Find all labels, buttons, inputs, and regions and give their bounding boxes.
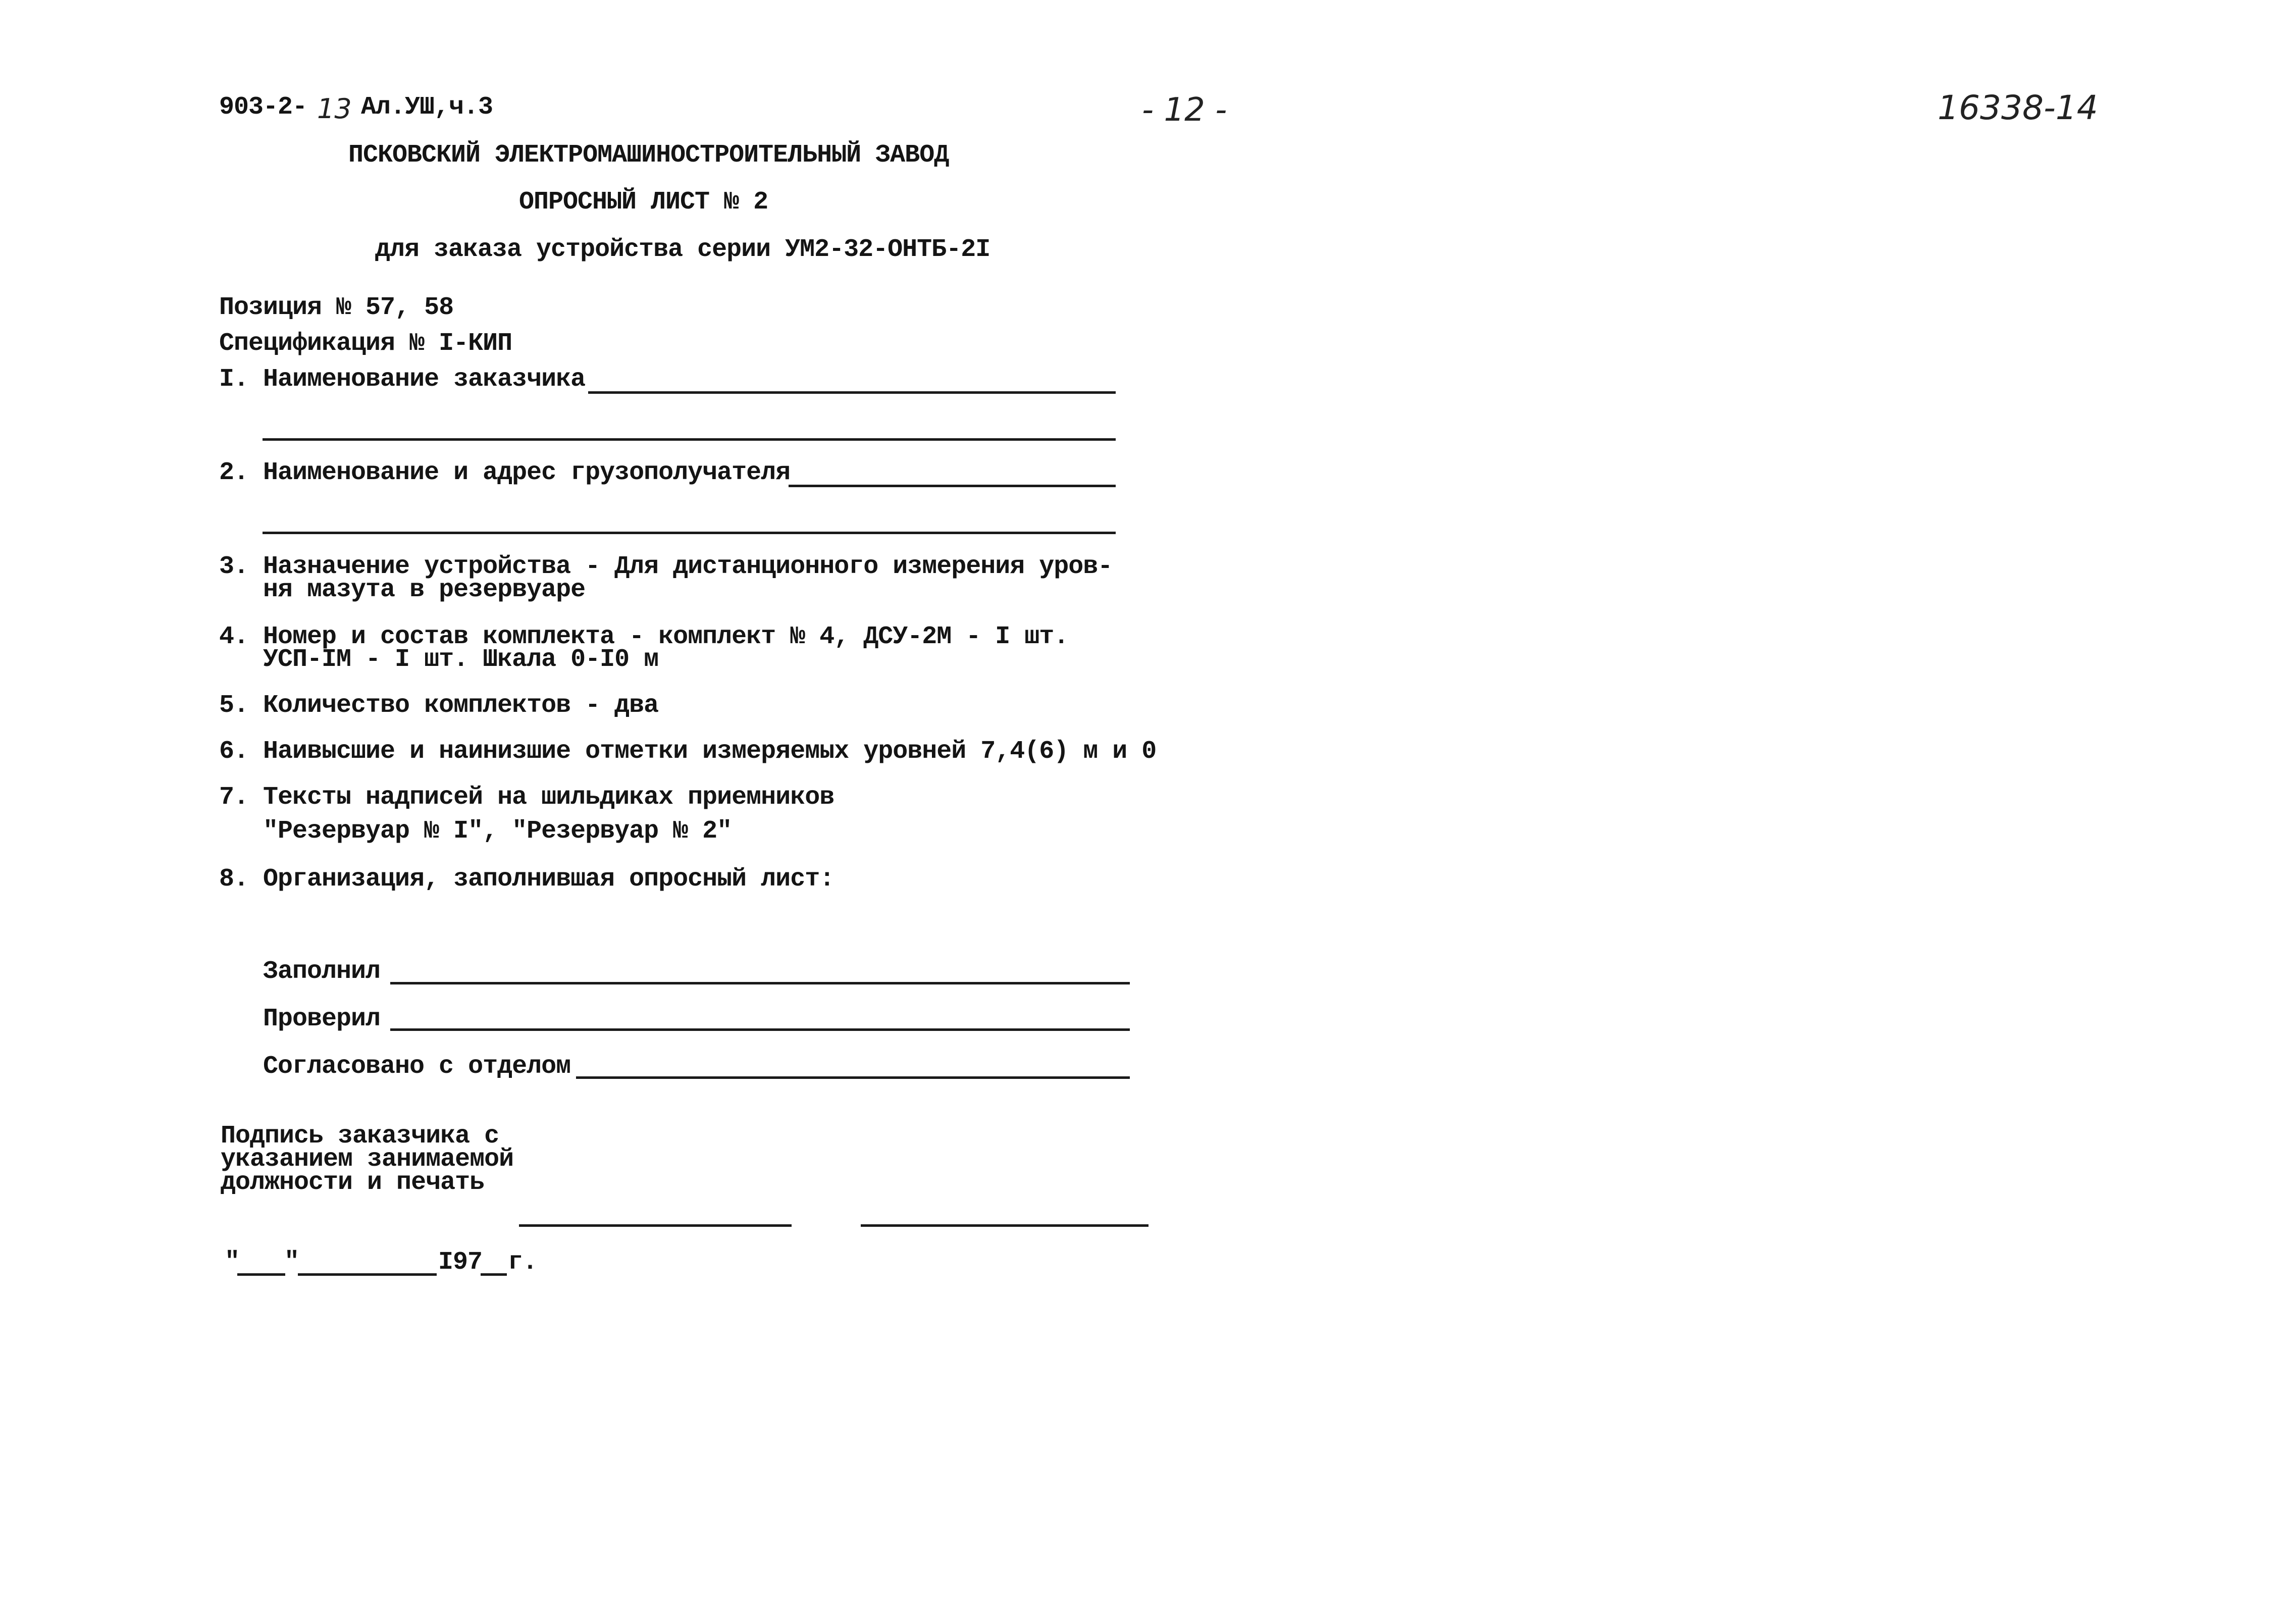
item-kit-line-2: УСП-IМ - I шт. Шкала 0-I0 м bbox=[219, 645, 659, 674]
customer-signature-line-2: указанием занимаемой bbox=[221, 1145, 514, 1174]
form-title: ОПРОСНЫЙ ЛИСТ № 2 bbox=[519, 188, 768, 217]
customer-seal-blank[interactable] bbox=[861, 1224, 1149, 1227]
document-code: 903-2- bbox=[219, 93, 307, 122]
item-consignee: 2. Наименование и адрес грузополучателя bbox=[219, 458, 791, 487]
position-number: Позиция № 57, 58 bbox=[219, 293, 454, 322]
customer-name-blank[interactable] bbox=[588, 391, 1116, 394]
page-number: - 12 - bbox=[1142, 91, 1227, 129]
agreed-label: Согласовано с отделом bbox=[263, 1052, 571, 1081]
consignee-blank-2[interactable] bbox=[263, 532, 1116, 534]
agreed-blank[interactable] bbox=[576, 1076, 1130, 1079]
date-month-blank[interactable] bbox=[298, 1273, 437, 1276]
item-customer-name: I. Наименование заказчика bbox=[219, 365, 586, 394]
date-year-blank[interactable] bbox=[481, 1273, 507, 1276]
checked-by-blank[interactable] bbox=[390, 1028, 1130, 1031]
date-day-blank[interactable] bbox=[237, 1273, 285, 1276]
customer-signature-line-1: Подпись заказчика с bbox=[221, 1122, 499, 1151]
item-labels-line-1: 7. Тексты надписей на шильдиках приемников bbox=[219, 783, 834, 812]
specification-number: Спецификация № I-КИП bbox=[219, 329, 512, 358]
item-purpose-line-1: 3. Назначение устройства - Для дистанционного измерения уров- bbox=[219, 552, 1113, 581]
item-purpose-line-2: ня мазута в резервуаре bbox=[219, 576, 586, 604]
filled-by-blank[interactable] bbox=[390, 982, 1130, 984]
plant-name: ПСКОВСКИЙ ЭЛЕКТРОМАШИНОСТРОИТЕЛЬНЫЙ ЗАВОД bbox=[348, 141, 949, 170]
date-year-suffix: г. bbox=[508, 1248, 538, 1277]
customer-signature-line-3: должности и печать bbox=[221, 1168, 485, 1197]
item-kit-line-1: 4. Номер и состав комплекта - комплект № 4, ДСУ-2М - I шт. bbox=[219, 622, 1069, 651]
date-close-quote: " bbox=[284, 1248, 299, 1276]
filled-by-label: Заполнил bbox=[263, 957, 381, 986]
customer-signature-blank[interactable] bbox=[519, 1224, 792, 1227]
item-kit-count: 5. Количество комплектов - два bbox=[219, 691, 659, 720]
date-open-quote: " bbox=[225, 1248, 240, 1276]
archive-number: 16338-14 bbox=[1938, 88, 2098, 127]
form-subject: для заказа устройства серии УМ2-32-ОНТБ-2I bbox=[375, 235, 990, 264]
item-organization: 8. Организация, заполнившая опросный лист: bbox=[219, 865, 834, 894]
checked-by-label: Проверил bbox=[263, 1005, 381, 1033]
item-labels-line-2: "Резервуар № I", "Резервуар № 2" bbox=[219, 817, 732, 846]
item-levels: 6. Наивысшие и наинизшие отметки измеряемых уровней 7,4(6) м и 0 bbox=[219, 737, 1157, 766]
customer-name-blank-2[interactable] bbox=[263, 438, 1116, 441]
document-code-handwritten: 13 bbox=[317, 93, 352, 125]
album-reference: Ал.УШ,ч.3 bbox=[361, 93, 493, 122]
consignee-blank[interactable] bbox=[789, 485, 1116, 487]
date-year-prefix: I97 bbox=[438, 1248, 483, 1277]
